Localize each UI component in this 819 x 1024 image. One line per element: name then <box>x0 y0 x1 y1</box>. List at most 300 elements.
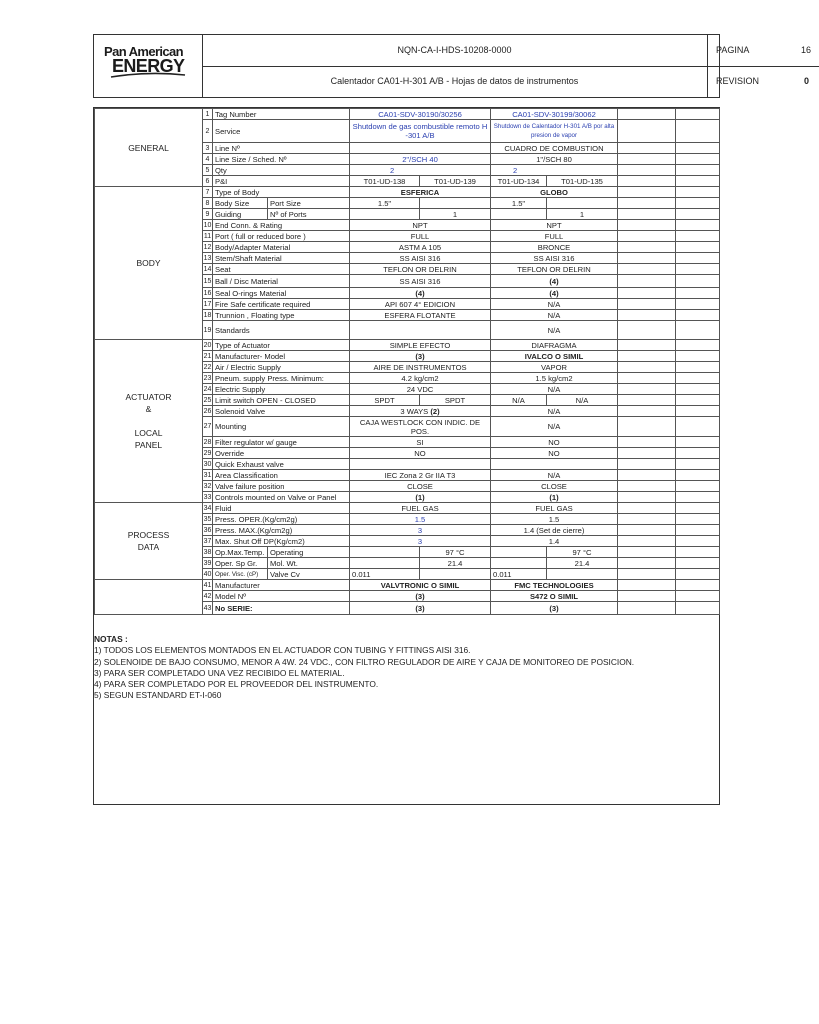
empty-cell <box>618 187 676 198</box>
empty-cell <box>618 299 676 310</box>
empty-cell <box>618 547 676 558</box>
note-item: 2) SOLENOIDE DE BAJO CONSUMO, MENOR A 4W. 24 VDC., CON FILTRO REGULADOR DE AIRE Y CAJA DE MONITOREO DE POSICION. <box>94 656 635 667</box>
value-a: 2"/SCH 40 <box>350 154 491 165</box>
row-number: 35 <box>203 515 212 523</box>
row-number: 13 <box>203 254 212 262</box>
empty-cell <box>676 395 720 406</box>
value-a: (3) <box>350 591 491 602</box>
row-number: 43 <box>203 602 213 615</box>
value-b: 1.4 (Set de cierre) <box>491 525 618 536</box>
empty-cell <box>676 448 720 459</box>
value-a1: SPDT <box>350 395 420 406</box>
row-label: Oper. Visc. (cP) <box>213 569 268 580</box>
empty-cell <box>618 602 676 615</box>
empty-cell <box>618 264 676 275</box>
empty-cell <box>618 253 676 264</box>
value-b: 2 <box>491 165 618 176</box>
empty-cell <box>676 176 720 187</box>
empty-cell <box>676 417 720 437</box>
row-number: 18 <box>203 311 212 319</box>
revision-label: REVISION <box>716 76 760 86</box>
row-number: 6 <box>203 176 213 187</box>
table-row <box>95 187 720 198</box>
empty-cell <box>350 547 420 558</box>
logo-line1: Pan American <box>104 44 184 59</box>
section-label: PANEL <box>134 440 163 450</box>
row-number: 29 <box>203 449 212 457</box>
value-b: SS AISI 316 <box>491 253 618 264</box>
empty-cell <box>676 536 720 547</box>
empty-cell <box>618 198 676 209</box>
value-a-text: 3 WAYS <box>400 406 431 416</box>
value-a: SI <box>350 437 491 448</box>
empty-cell <box>676 198 720 209</box>
empty-cell <box>618 569 676 580</box>
row-label: Fluid <box>213 503 350 514</box>
value-b: S472 O SIMIL <box>491 591 618 602</box>
empty-cell <box>618 448 676 459</box>
row-number: 39 <box>203 559 212 567</box>
empty-cell <box>676 220 720 231</box>
row-label: Air / Electric Supply <box>213 362 350 373</box>
row-label: Manufacturer- Model <box>213 351 350 362</box>
empty-cell <box>676 580 720 591</box>
empty-cell <box>618 321 676 340</box>
value-a: 21.4 <box>420 558 491 569</box>
row-label: Service <box>213 120 350 143</box>
value-b: 97 °C <box>547 547 618 558</box>
company-logo <box>94 35 203 97</box>
row-number: 3 <box>203 143 213 154</box>
row-number: 26 <box>203 407 212 415</box>
empty-cell <box>618 176 676 187</box>
value-b: (1) <box>491 492 618 503</box>
empty-cell <box>618 470 676 481</box>
logo-swoosh-icon <box>110 72 186 78</box>
table-row <box>95 340 720 351</box>
empty-cell <box>618 384 676 395</box>
doc-title: Calentador CA01-H-301 A/B - Hojas de datos de instrumentos <box>202 66 708 97</box>
section-label: PROCESS <box>127 530 170 540</box>
page-value: 16 <box>800 45 811 55</box>
row-label: Port ( full or reduced bore ) <box>213 231 350 242</box>
row-label: Line Nº <box>213 143 350 154</box>
value-b: 1.5" <box>491 198 547 209</box>
section-label: DATA <box>137 542 160 552</box>
notes-section <box>94 634 719 702</box>
value-a: NPT <box>350 220 491 231</box>
row-label: Body/Adapter Material <box>213 242 350 253</box>
value-b: CLOSE <box>491 481 618 492</box>
value-a: CAJA WESTLOCK CON INDIC. DE POS. <box>350 417 491 437</box>
row-label: Fire Safe certificate required <box>213 299 350 310</box>
row-number: 11 <box>203 232 212 240</box>
value-a <box>350 459 491 470</box>
empty-cell <box>491 558 547 569</box>
row-number: 8 <box>203 198 213 209</box>
empty-cell <box>618 503 676 514</box>
row-label: Qty <box>213 165 350 176</box>
empty-cell <box>491 547 547 558</box>
empty-cell <box>618 395 676 406</box>
datasheet-body <box>93 107 720 805</box>
note-item: 4) PARA SER COMPLETADO POR EL PROVEEDOR DEL INSTRUMENTO. <box>94 679 379 690</box>
value-b: IVALCO O SIMIL <box>491 351 618 362</box>
empty-cell <box>676 492 720 503</box>
row-sublabel: Port Size <box>268 198 350 209</box>
value-b: N/A <box>491 470 618 481</box>
empty-cell <box>618 437 676 448</box>
empty-cell <box>420 198 491 209</box>
empty-cell <box>676 340 720 351</box>
value-a: 1.5 <box>350 514 491 525</box>
value-a: 97 °C <box>420 547 491 558</box>
empty-cell <box>618 288 676 299</box>
row-label: Filter regulator w/ gauge <box>213 437 350 448</box>
empty-cell <box>676 299 720 310</box>
section-label: ACTUATOR <box>125 392 172 402</box>
empty-cell <box>618 231 676 242</box>
empty-cell <box>350 558 420 569</box>
row-label: Mounting <box>213 417 350 437</box>
value-a-note: (2) <box>430 406 440 416</box>
row-sublabel: Valve Cv <box>268 569 350 580</box>
row-number: 31 <box>203 471 212 479</box>
row-number: 30 <box>203 460 212 468</box>
empty-cell <box>350 209 420 220</box>
row-label: Type of Actuator <box>213 340 350 351</box>
value-b: (3) <box>491 602 618 615</box>
empty-cell <box>618 242 676 253</box>
empty-cell <box>676 165 720 176</box>
value-b: 1.5 kg/cm2 <box>491 373 618 384</box>
value-b: Shutdown de Calentador H-301 A/B por alta presion de vapor <box>491 120 618 143</box>
empty-cell <box>618 406 676 417</box>
row-label: Stem/Shaft Material <box>213 253 350 264</box>
value-b: CUADRO DE COMBUSTION <box>491 143 618 154</box>
empty-cell <box>676 373 720 384</box>
value-b: 0.011 <box>491 569 547 580</box>
value-b: FMC TECHNOLOGIES <box>491 580 618 591</box>
value-a: SS AISI 316 <box>350 275 491 288</box>
empty-cell <box>676 187 720 198</box>
row-number: 9 <box>203 209 213 220</box>
value-a2: T01-UD-139 <box>420 176 491 187</box>
section-blank <box>95 580 203 615</box>
empty-cell <box>618 109 676 120</box>
value-b: VAPOR <box>491 362 618 373</box>
value-b: NO <box>491 448 618 459</box>
note-item: 1) TODOS LOS ELEMENTOS MONTADOS EN EL ACTUADOR CON TUBING Y FITTINGS AISI 316. <box>94 645 471 656</box>
empty-cell <box>676 406 720 417</box>
row-label: Override <box>213 448 350 459</box>
row-number: 40 <box>203 570 212 578</box>
empty-cell <box>618 310 676 321</box>
value-a: CLOSE <box>350 481 491 492</box>
value-b1: N/A <box>491 395 547 406</box>
row-label: No SERIE: <box>213 602 350 615</box>
value-b: N/A <box>491 299 618 310</box>
value-a: 1 <box>420 209 491 220</box>
empty-cell <box>676 231 720 242</box>
empty-cell <box>618 154 676 165</box>
empty-cell <box>676 558 720 569</box>
value-b: TEFLON OR DELRIN <box>491 264 618 275</box>
row-label: Quick Exhaust valve <box>213 459 350 470</box>
value-b: N/A <box>491 417 618 437</box>
empty-cell <box>547 569 618 580</box>
row-label: Type of Body <box>213 187 350 198</box>
empty-cell <box>676 362 720 373</box>
value-a: (3) <box>350 602 491 615</box>
empty-cell <box>491 209 547 220</box>
value-a: SS AISI 316 <box>350 253 491 264</box>
empty-cell <box>676 470 720 481</box>
value-b: (4) <box>491 275 618 288</box>
row-label: Valve failure position <box>213 481 350 492</box>
value-b2: T01-UD-135 <box>547 176 618 187</box>
empty-cell <box>618 558 676 569</box>
empty-cell <box>420 569 491 580</box>
value-a: 3 <box>350 536 491 547</box>
value-a: 2 <box>350 165 491 176</box>
notes-title: NOTAS : <box>94 634 128 644</box>
value-b: N/A <box>491 406 618 417</box>
value-a: (4) <box>350 288 491 299</box>
empty-cell <box>618 373 676 384</box>
empty-cell <box>676 209 720 220</box>
empty-cell <box>618 417 676 437</box>
row-label: Oper. Sp Gr. <box>213 558 268 569</box>
empty-cell <box>618 536 676 547</box>
value-b: GLOBO <box>491 187 618 198</box>
value-a: 24 VDC <box>350 384 491 395</box>
empty-cell <box>618 143 676 154</box>
row-number: 41 <box>203 581 212 589</box>
value-b <box>491 459 618 470</box>
empty-cell <box>618 209 676 220</box>
row-number: 16 <box>203 289 212 297</box>
row-number: 24 <box>203 385 212 393</box>
row-sublabel: Mol. Wt. <box>268 558 350 569</box>
empty-cell <box>676 321 720 340</box>
empty-cell <box>618 120 676 143</box>
row-number: 7 <box>203 187 213 198</box>
row-label: Tag Number <box>213 109 350 120</box>
value-a: FULL <box>350 231 491 242</box>
value-a: 1.5" <box>350 198 420 209</box>
row-number: 17 <box>203 300 212 308</box>
value-a: 0.011 <box>350 569 420 580</box>
row-number: 22 <box>203 363 212 371</box>
row-label: Trunnion , Floating type <box>213 310 350 321</box>
empty-cell <box>618 362 676 373</box>
empty-cell <box>618 481 676 492</box>
value-a: 4.2 kg/cm2 <box>350 373 491 384</box>
table-row <box>95 109 720 120</box>
empty-cell <box>676 242 720 253</box>
empty-cell <box>676 547 720 558</box>
value-a: SIMPLE EFECTO <box>350 340 491 351</box>
row-number: 15 <box>203 275 213 288</box>
row-number: 28 <box>203 438 212 446</box>
row-label: Seat <box>213 264 350 275</box>
value-b2: N/A <box>547 395 618 406</box>
empty-cell <box>676 154 720 165</box>
row-label: Max. Shut Off DP(Kg/cm2) <box>213 536 350 547</box>
empty-cell <box>618 514 676 525</box>
empty-cell <box>618 492 676 503</box>
empty-cell <box>676 288 720 299</box>
value-b: N/A <box>491 321 618 340</box>
row-number: 14 <box>203 265 212 273</box>
value-b: N/A <box>491 310 618 321</box>
value-a: NO <box>350 448 491 459</box>
empty-cell <box>676 109 720 120</box>
section-actuator <box>95 340 203 503</box>
value-a: ASTM A 105 <box>350 242 491 253</box>
value-b: (4) <box>491 288 618 299</box>
value-a: AIRE DE INSTRUMENTOS <box>350 362 491 373</box>
empty-cell <box>676 437 720 448</box>
row-label: Limit switch OPEN - CLOSED <box>213 395 350 406</box>
empty-cell <box>676 602 720 615</box>
row-label: End Conn. & Rating <box>213 220 350 231</box>
value-a <box>350 406 491 417</box>
empty-cell <box>676 264 720 275</box>
row-number: 36 <box>203 526 212 534</box>
document-header <box>93 34 811 98</box>
value-b: NO <box>491 437 618 448</box>
empty-cell <box>676 569 720 580</box>
empty-cell <box>676 525 720 536</box>
row-label: Electric Supply <box>213 384 350 395</box>
page-label: PAGINA <box>716 45 750 55</box>
empty-cell <box>676 310 720 321</box>
value-a: Shutdown de gas combustible remoto H -301 A/B <box>350 120 491 143</box>
row-sublabel: Operating <box>268 547 350 558</box>
row-label: Area Classification <box>213 470 350 481</box>
value-a: ESFERICA <box>350 187 491 198</box>
row-number: 33 <box>203 493 212 501</box>
row-label: Solenoid Valve <box>213 406 350 417</box>
row-number: 42 <box>203 592 212 600</box>
empty-cell <box>618 580 676 591</box>
value-a: API 607 4° EDICION <box>350 299 491 310</box>
value-b: NPT <box>491 220 618 231</box>
empty-cell <box>618 275 676 288</box>
row-label: Standards <box>213 321 350 340</box>
value-a <box>350 143 491 154</box>
row-label: Op.Max.Temp. <box>213 547 268 558</box>
section-body: BODY <box>95 187 203 340</box>
value-b: DIAFRAGMA <box>491 340 618 351</box>
row-label: Guiding <box>213 209 268 220</box>
value-b: 1.5 <box>491 514 618 525</box>
value-a <box>350 321 491 340</box>
row-number: 19 <box>203 321 213 340</box>
value-b: 1 <box>547 209 618 220</box>
value-a: (3) <box>350 351 491 362</box>
value-a: FUEL GAS <box>350 503 491 514</box>
row-number: 4 <box>203 154 213 165</box>
empty-cell <box>618 220 676 231</box>
row-label: Body Size <box>213 198 268 209</box>
row-sublabel: Nº of Ports <box>268 209 350 220</box>
value-b: 1"/SCH 80 <box>491 154 618 165</box>
row-number: 37 <box>203 537 212 545</box>
doc-number: NQN-CA-I-HDS-10208-0000 <box>202 35 708 67</box>
revision-value: 0 <box>803 76 809 86</box>
row-label: Ball / Disc Material <box>213 275 350 288</box>
logo-line2: ENERGY <box>112 56 185 76</box>
empty-cell <box>676 384 720 395</box>
empty-cell <box>547 198 618 209</box>
section-label: & <box>145 404 152 414</box>
row-number: 27 <box>203 417 213 437</box>
empty-cell <box>618 165 676 176</box>
value-a: TEFLON OR DELRIN <box>350 264 491 275</box>
row-label: Line Size / Sched. Nº <box>213 154 350 165</box>
empty-cell <box>618 351 676 362</box>
value-b: FUEL GAS <box>491 503 618 514</box>
value-b: N/A <box>491 384 618 395</box>
empty-cell <box>618 459 676 470</box>
empty-cell <box>676 481 720 492</box>
empty-cell <box>676 591 720 602</box>
section-process <box>95 503 203 580</box>
value-b: 21.4 <box>547 558 618 569</box>
section-label: LOCAL <box>134 428 163 438</box>
row-number: 38 <box>203 548 212 556</box>
datasheet-table <box>94 108 720 615</box>
row-number: 25 <box>203 396 212 404</box>
empty-cell <box>676 143 720 154</box>
value-b: CA01-SDV-30199/30062 <box>491 109 618 120</box>
value-a: VALVTRONIC O SIMIL <box>350 580 491 591</box>
empty-cell <box>676 351 720 362</box>
section-general: GENERAL <box>95 109 203 187</box>
row-number: 1 <box>203 109 213 120</box>
row-number: 2 <box>203 120 213 143</box>
row-number: 12 <box>203 243 212 251</box>
row-label: Press. MAX.(Kg/cm2g) <box>213 525 350 536</box>
row-number: 21 <box>203 352 212 360</box>
row-label: Manufacturer <box>213 580 350 591</box>
value-b: BRONCE <box>491 242 618 253</box>
empty-cell <box>676 514 720 525</box>
empty-cell <box>618 591 676 602</box>
value-a: CA01-SDV-30190/30256 <box>350 109 491 120</box>
note-item: 3) PARA SER COMPLETADO UNA VEZ RECIBIDO EL MATERIAL. <box>94 667 345 678</box>
empty-cell <box>676 275 720 288</box>
row-number: 10 <box>203 221 212 229</box>
value-a: ESFERA FLOTANTE <box>350 310 491 321</box>
table-row <box>95 580 720 591</box>
row-label: Controls mounted on Valve or Panel <box>213 492 350 503</box>
revision-cell <box>707 66 819 97</box>
row-label: Pneum. supply Press. Minimum: <box>213 373 350 384</box>
value-b1: T01-UD-134 <box>491 176 547 187</box>
empty-cell <box>618 340 676 351</box>
value-b: 1.4 <box>491 536 618 547</box>
value-a: (1) <box>350 492 491 503</box>
value-a: IEC Zona 2 Gr IIA T3 <box>350 470 491 481</box>
row-number: 20 <box>203 341 212 349</box>
row-label: Press. OPER.(Kg/cm2g) <box>213 514 350 525</box>
empty-cell <box>676 459 720 470</box>
row-number: 5 <box>203 165 213 176</box>
